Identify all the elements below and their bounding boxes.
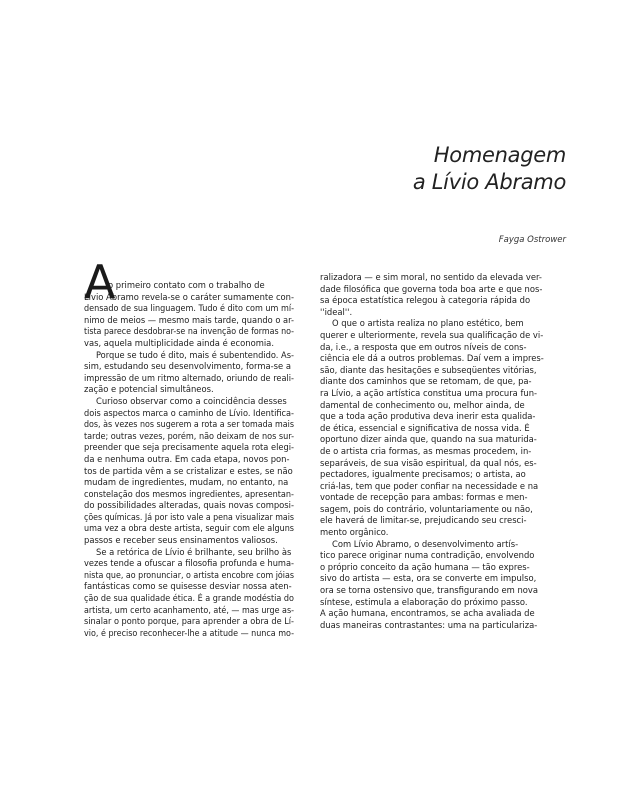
text-line: Porque se tudo é dito, mais é subentendido. As- (96, 349, 294, 360)
text-line: oportuno dizer ainda que, quando na sua maturida- (320, 434, 537, 445)
text-line: ção de sua qualidade ética. É a grande modéstia do (84, 593, 294, 604)
text-line: Lívio Abramo revela-se o caráter sumamente con- (84, 291, 294, 302)
text-line: ções químicas. Já por isto vale a pena visualizar mais (84, 511, 294, 522)
text-line: da, i.e., a resposta que em outros níveis de cons- (320, 341, 527, 352)
text-line: dade filosófica que governa toda boa arte e que nos- (320, 283, 543, 294)
text-line: são, diante das hesitações e subseqüentes vitórias, (320, 364, 537, 375)
text-line: ciência ele dá a outros problemas. Daí vem a impres- (320, 353, 544, 364)
text-line: diante dos caminhos que se retomam, de que, pa- (320, 376, 532, 387)
text-line: tarde; outras vezes, porém, não deixam de nos sur- (84, 430, 294, 441)
text-line: tista parece desdobrar-se na invenção de formas no- (84, 326, 294, 337)
text-line: sagem, pois do contrário, voluntariamente ou não, (320, 503, 533, 514)
text-line: que a toda ação produtiva deva inerir esta qualida- (320, 411, 536, 422)
text-line: mento orgânico. (320, 527, 389, 538)
text-line: Curioso observar como a coincidência desses (96, 395, 287, 406)
text-line: tos de partida vêm a se cristalizar e estes, se não (84, 465, 293, 476)
drop-cap: A (84, 255, 116, 309)
text-line: vio, é preciso reconhecer-lhe a atitude — nunca mo- (84, 627, 294, 638)
text-line: fantásticas como se quisesse desviar nossa aten- (84, 581, 292, 592)
text-line: sim, estudando seu desenvolvimento, forma-se a (84, 361, 291, 372)
text-line: pectadores, igualmente precisamos; o artista, ao (320, 469, 526, 480)
text-line: ora se torna ostensivo que, transfigurando em nova (320, 585, 539, 596)
text-line: da e nenhuma outra. Em cada etapa, novos pon- (84, 453, 290, 464)
text-line: querer e ulteriormente, revela sua qualificação de vi- (320, 329, 544, 340)
text-line: dois aspectos marca o caminho de Lívio. Identifica- (84, 407, 294, 418)
text-line: damental de conhecimento ou, melhor ainda, de (320, 399, 525, 410)
text-line: síntese, estimula a elaboração do próximo passo. (320, 596, 528, 607)
text-line: constelação dos mesmos ingredientes, apresentan- (84, 488, 294, 499)
text-line: vezes tende a ofuscar a filosofia profunda e huma- (84, 558, 294, 569)
text-line: separáveis, de sua visão espiritual, da qual nós, es- (320, 457, 537, 468)
text-line: O que o artista realiza no plano estético, bem (332, 318, 524, 329)
text-line: de ética, essencial e significativa de nossa vida. É (320, 422, 530, 433)
text-line: densado de sua linguagem. Tudo é dito com um mí- (84, 303, 294, 314)
text-line: passos e receber seus ensinamentos valiosos. (84, 535, 278, 546)
text-line: criá-las, tem que poder confiar na necessidade e na (320, 480, 539, 491)
author-byline: Fayga Ostrower (498, 235, 566, 245)
text-line: sa época estatística relegou à categoria rápida do (320, 295, 531, 306)
text-line: duas maneiras contrastantes: uma na particulariza- (320, 619, 538, 630)
text-line: sivo do artista — esta, ora se converte em impulso, (320, 573, 537, 584)
text-line: tico parece originar numa contradição, envolvendo (320, 550, 535, 561)
title-line-1: Homenagem (433, 143, 566, 167)
text-line: Com Lívio Abramo, o desenvolvimento artís- (332, 538, 519, 549)
text-line: ''ideal''. (320, 306, 353, 317)
text-line: ralizadora — e sim moral, no sentido da elevada ver- (320, 272, 542, 282)
text-line: o primeiro contato com o trabalho de (108, 280, 265, 290)
text-line: ele haverá de limitar-se, prejudicando seu cresci- (320, 515, 527, 526)
text-line: o próprio conceito da ação humana — tão expres- (320, 561, 530, 572)
text-line: ra Lívio, a ação artística constitua uma procura fun- (320, 387, 538, 398)
text-line: A ação humana, encontramos, se acha avaliada de (320, 608, 535, 619)
text-line: mudam de ingredientes, mudam, no entanto, na (84, 477, 289, 488)
left-text-column (84, 280, 294, 639)
title-line-2: a Lívio Abramo (412, 170, 566, 194)
text-line: Se a retórica de Lívio é brilhante, seu brilho às (96, 546, 292, 557)
text-line: vontade de recepção para ambas: formas e men- (320, 492, 528, 503)
right-text-column (320, 272, 568, 631)
text-line: nista que, ao pronunciar, o artista encobre com jóias (84, 569, 294, 580)
text-line: uma vez a obra deste artista, seguir com ele alguns (84, 523, 294, 534)
text-line: impressão de um ritmo alternado, oriundo de reali- (84, 372, 294, 383)
text-line: artista, um certo acanhamento, até, — mas urge as- (84, 604, 294, 615)
text-line: vas, aquela multiplicidade ainda é economia. (84, 337, 274, 348)
text-line: sinalar o ponto porque, para aprender a obra de Lí- (84, 616, 294, 627)
text-line: de o artista cria formas, as mesmas procedem, in- (320, 445, 532, 456)
text-line: do possibilidades alteradas, quais novas composi- (84, 500, 294, 511)
text-line: nimo de meios — mesmo mais tarde, quando o ar- (84, 314, 294, 325)
text-line: dos, às vezes nos sugerem a rota a ser tomada mais (84, 419, 294, 430)
text-line: preender que seja precisamente aquela rota elegi- (84, 442, 294, 453)
text-line: zação e potencial simultâneos. (84, 384, 214, 395)
article-title (300, 142, 566, 196)
